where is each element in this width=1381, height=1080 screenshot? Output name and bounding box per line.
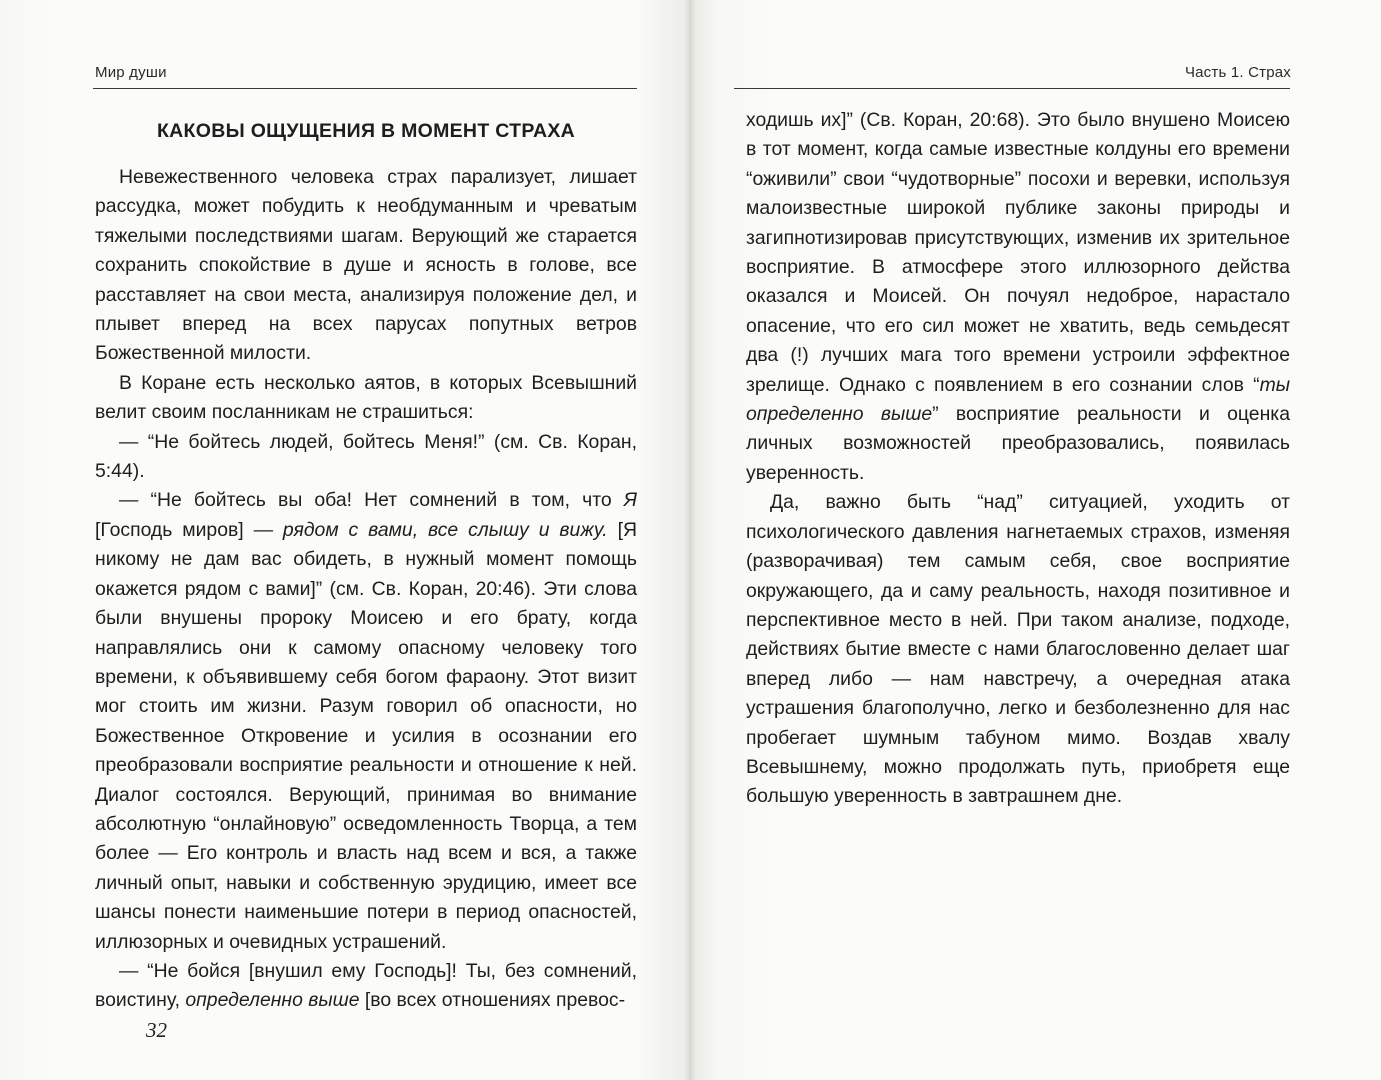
text-run: В Коране есть несколько аятов, в которых Всевышний велит своим посланникам не страшиться: (95, 371, 637, 424)
page-number: 32 (146, 1018, 167, 1042)
text-run: — “Не бойся [внушил ему Господь]! Ты, без сомнений, воистину, (95, 959, 637, 1012)
left-page (0, 0, 690, 1080)
running-head-left: Мир души (95, 64, 167, 81)
paragraph (95, 957, 637, 1016)
paragraph (95, 428, 637, 487)
text-run: ” восприятие реальности и оценка личных возможностей преобразовались, появилась уверенность. (746, 403, 1290, 484)
text-run: ходишь их]” (Св. Коран, 20:68). Это было внушено Моисею в тот момент, когда самые известные колдуны его времени “оживили” свои “чудотворные” посохи и веревки, используя малоизвестные широкой публике законы природы и загипнотизировав присутствующих, изменив их зрительное восприятие. В атмосфере этого иллюзорного действа оказался и Моисей. Он почуял недоброе, нарастало опасение, что его сил может не хватить, ведь семьдесят два (!) лучших мага того времени устроили эффектное зрелище. Однако с появлением в его сознании слов “ (746, 109, 1290, 396)
text-run: — “Не бойтесь вы оба! Нет сомнений в том, что (119, 489, 624, 512)
text-run: Невежественного человека страх парализует, лишает рассудка, может побудить к необдуманным и чреватым тяжелыми последствиями шагам. Верующий же старается сохранить спокойствие в душе и ясность в голове, все расставляет на свои места, анализируя положение дел, и плывет вперед на всех парусах попутных ветров Божественной милости. (95, 166, 637, 365)
text-run: [во всех отношениях превос- (359, 989, 626, 1012)
right-page (690, 0, 1381, 1080)
right-text-column (746, 106, 1290, 812)
text-run: [Я никому не дам вас обидеть, в нужный момент помощь окажется рядом с вами]” (см. Св. Коран, 20:46). Эти слова были внушены пророку Моисею и его брату, когда направлялись они к самому опасному человеку того времени, к объявившему себя богом фараону. Этот визит мог стоить им жизни. Разум говорил об опасности, но Божественное Откровение и усилия в осознании его преобразовали восприятие реальности и отношение к ней. Диалог состоялся. Верующий, принимая во внимание абсолютную “онлайновую” осведомленность Творца, а тем более — Его контроль и власть над всем и вся, а также личный опыт, навыки и собственную эрудицию, имеет все шансы понести наименьшие потери в период опасностей, иллюзорных и очевидных устрашений. (95, 518, 637, 953)
text-run: [Господь миров] — (95, 518, 283, 541)
header-rule-right (734, 88, 1290, 89)
italic-run: Я (623, 489, 637, 512)
chapter-title: КАКОВЫ ОЩУЩЕНИЯ В МОМЕНТ СТРАХА (156, 120, 576, 142)
running-head-right: Часть 1. Страх (1184, 64, 1291, 81)
paragraph (746, 488, 1290, 811)
text-run: — “Не бойтесь людей, бойтесь Меня!” (см. Св. Коран, 5:44). (95, 430, 637, 483)
paragraph (95, 369, 637, 428)
paragraph (746, 106, 1290, 488)
book-gutter-shadow (684, 0, 696, 1080)
italic-run: рядом с вами, все слышу и вижу. (282, 518, 608, 541)
italic-run: определенно выше (185, 989, 360, 1012)
text-run: Да, важно быть “над” ситуацией, уходить от психологического давления нагнетаемых страхов, изменяя (разворачивая) тем самым себя, свое восприятие окружающего, да и саму реальность, находя позитивное и перспективное место в ней. При таком анализе, подходе, действиях бытие вместе с нами благословенно делает шаг вперед либо — нам навстречу, а очередная атака устрашения благополучно, легко и безболезненно для нас пробегает шумным табуном мимо. Воздав хвалу Всевышнему, можно продолжать путь, приобретя еще большую уверенность в завтрашнем дне. (746, 491, 1290, 808)
header-rule-left (93, 88, 637, 89)
paragraph (95, 486, 637, 957)
italic-run: ты определенно выше (746, 373, 1290, 426)
paragraph (95, 163, 637, 369)
left-text-column (95, 163, 637, 1016)
